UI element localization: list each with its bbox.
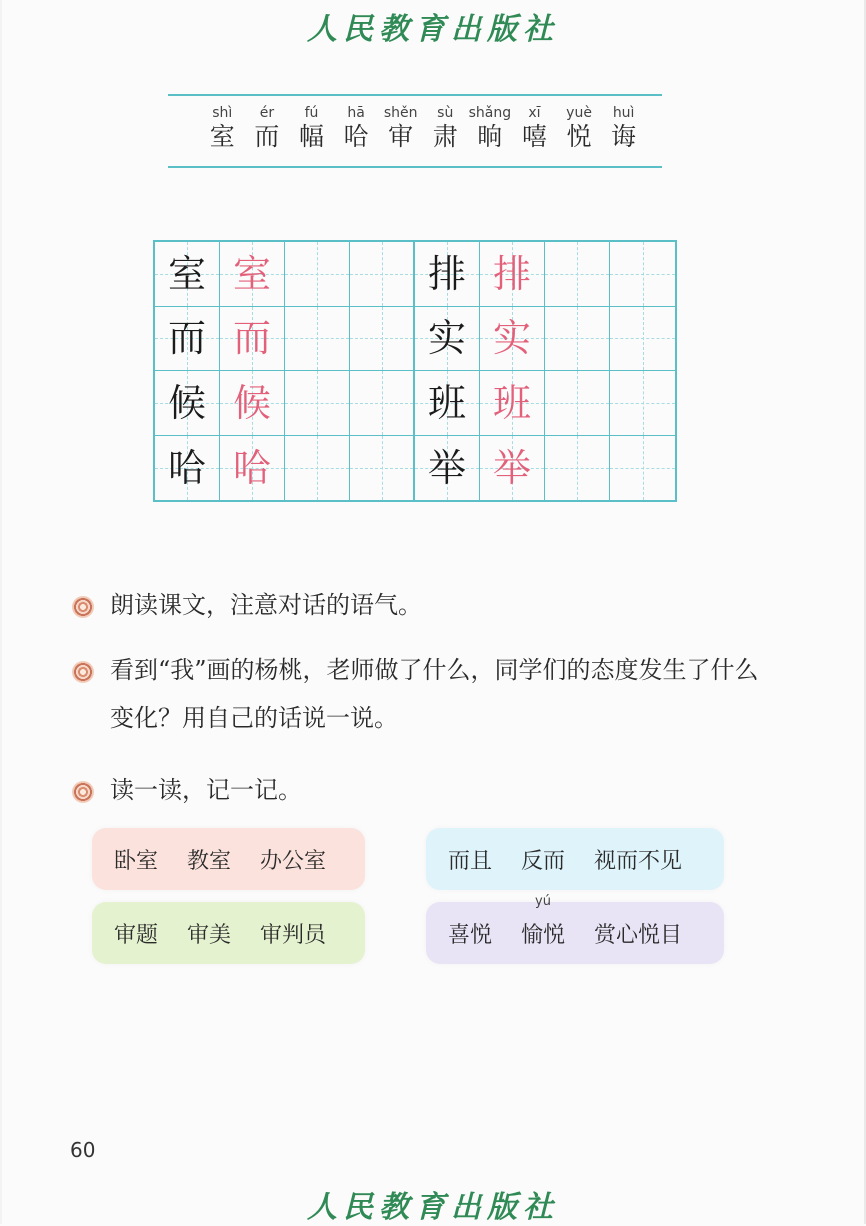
trace-char-cell <box>220 436 285 501</box>
model-char: 室 <box>167 251 206 296</box>
vocab-top-rule <box>168 94 662 96</box>
word: 办公室 <box>260 848 327 874</box>
practice-cell[interactable] <box>610 307 675 372</box>
vocab-item <box>557 104 602 152</box>
pinyin: fú <box>304 105 319 121</box>
grid-row <box>155 242 675 307</box>
word-box-yue <box>426 893 724 964</box>
model-char: 而 <box>167 316 206 361</box>
word: 喜悦 <box>448 922 493 948</box>
pinyin: shǎng <box>468 105 512 121</box>
vocab-item <box>289 104 334 152</box>
practice-cell[interactable] <box>285 436 350 501</box>
practice-cell[interactable] <box>610 436 675 501</box>
practice-cell[interactable] <box>610 242 675 307</box>
pinyin-annotation: yú <box>535 893 551 909</box>
hanzi: 晌 <box>477 122 503 151</box>
hanzi: 悦 <box>566 122 592 151</box>
model-char: 排 <box>427 251 466 296</box>
hanzi: 诲 <box>611 122 637 151</box>
grid-row <box>155 436 675 501</box>
word-box-shen <box>92 902 365 964</box>
trace-char-cell <box>220 371 285 436</box>
pinyin: xī <box>528 105 541 121</box>
trace-char-cell <box>220 242 285 307</box>
vocab-bottom-rule <box>168 166 662 168</box>
word <box>521 893 566 949</box>
model-char-cell <box>155 307 220 372</box>
exercise-text: 看到“我”画的杨桃，老师做了什么，同学们的态度发生了什么变化？用自己的话说一说。 <box>110 656 759 732</box>
vocab-strip <box>168 94 662 168</box>
word: 审美 <box>187 922 232 948</box>
model-char-cell <box>415 371 480 436</box>
model-char: 实 <box>427 316 466 361</box>
pinyin: ér <box>259 105 275 121</box>
model-char-cell <box>155 371 220 436</box>
vocab-item <box>200 104 245 152</box>
grid-row <box>155 307 675 372</box>
word: 教室 <box>187 848 232 874</box>
hanzi: 室 <box>209 122 235 151</box>
model-char-cell <box>415 307 480 372</box>
vocab-item <box>378 104 423 152</box>
writing-grid <box>153 240 677 502</box>
model-char-cell <box>155 242 220 307</box>
word-box-shi <box>92 828 365 890</box>
vocab-item <box>512 104 557 152</box>
trace-char-cell <box>480 436 545 501</box>
grid-row <box>155 371 675 436</box>
trace-char-cell <box>480 242 545 307</box>
word: 卧室 <box>114 848 159 874</box>
pinyin: shì <box>212 105 233 121</box>
word-text: 愉悦 <box>521 922 566 948</box>
pinyin: shěn <box>383 105 418 121</box>
word: 审题 <box>114 922 159 948</box>
word-box-er <box>426 828 724 890</box>
exercise-bullet-icon <box>72 661 94 683</box>
practice-cell[interactable] <box>350 371 415 436</box>
hanzi: 哈 <box>343 122 369 151</box>
pinyin: huì <box>612 105 635 121</box>
exercise-text: 读一读，记一记。 <box>110 776 302 804</box>
pinyin: yuè <box>566 105 592 121</box>
trace-char: 举 <box>492 445 531 490</box>
word: 审判员 <box>260 922 327 948</box>
hanzi: 嘻 <box>521 122 547 151</box>
exercise-bullet-icon <box>72 781 94 803</box>
model-char-cell <box>415 436 480 501</box>
hanzi: 而 <box>254 122 280 151</box>
page-number: 60 <box>70 1138 96 1162</box>
practice-cell[interactable] <box>545 436 610 501</box>
word: 反而 <box>521 848 566 874</box>
word: 而且 <box>448 848 493 874</box>
trace-char: 哈 <box>232 445 271 490</box>
practice-cell[interactable] <box>350 307 415 372</box>
publisher-header: 人民教育出版社 <box>307 12 559 47</box>
practice-cell[interactable] <box>545 242 610 307</box>
model-char: 班 <box>427 380 466 425</box>
exercise-bullet-icon <box>72 596 94 618</box>
practice-cell[interactable] <box>350 436 415 501</box>
trace-char: 候 <box>232 380 271 425</box>
trace-char: 排 <box>492 251 531 296</box>
publisher-footer: 人民教育出版社 <box>307 1190 559 1225</box>
word: 赏心悦目 <box>594 922 683 948</box>
vocab-items <box>200 104 646 152</box>
hanzi: 幅 <box>298 122 324 151</box>
trace-char-cell <box>480 371 545 436</box>
practice-cell[interactable] <box>610 371 675 436</box>
trace-char-cell <box>480 307 545 372</box>
word: 视而不见 <box>594 848 683 874</box>
practice-cell[interactable] <box>545 371 610 436</box>
practice-cell[interactable] <box>285 242 350 307</box>
hanzi: 审 <box>388 122 414 151</box>
hanzi: 肃 <box>432 122 458 151</box>
practice-cell[interactable] <box>350 242 415 307</box>
model-char: 举 <box>427 445 466 490</box>
model-char-cell <box>415 242 480 307</box>
trace-char: 室 <box>232 251 271 296</box>
vocab-item <box>468 104 513 152</box>
pinyin: sù <box>437 105 454 121</box>
trace-char: 班 <box>492 380 531 425</box>
trace-char: 实 <box>492 316 531 361</box>
model-char: 候 <box>167 380 206 425</box>
exercise-text: 朗读课文，注意对话的语气。 <box>110 591 422 619</box>
practice-cell[interactable] <box>545 307 610 372</box>
model-char-cell <box>155 436 220 501</box>
trace-char-cell <box>220 307 285 372</box>
practice-cell[interactable] <box>285 371 350 436</box>
practice-cell[interactable] <box>285 307 350 372</box>
vocab-item <box>601 104 646 152</box>
model-char: 哈 <box>167 445 206 490</box>
vocab-item <box>423 104 468 152</box>
pinyin: hā <box>347 105 365 121</box>
trace-char: 而 <box>232 316 271 361</box>
vocab-item <box>334 104 379 152</box>
vocab-item <box>245 104 290 152</box>
